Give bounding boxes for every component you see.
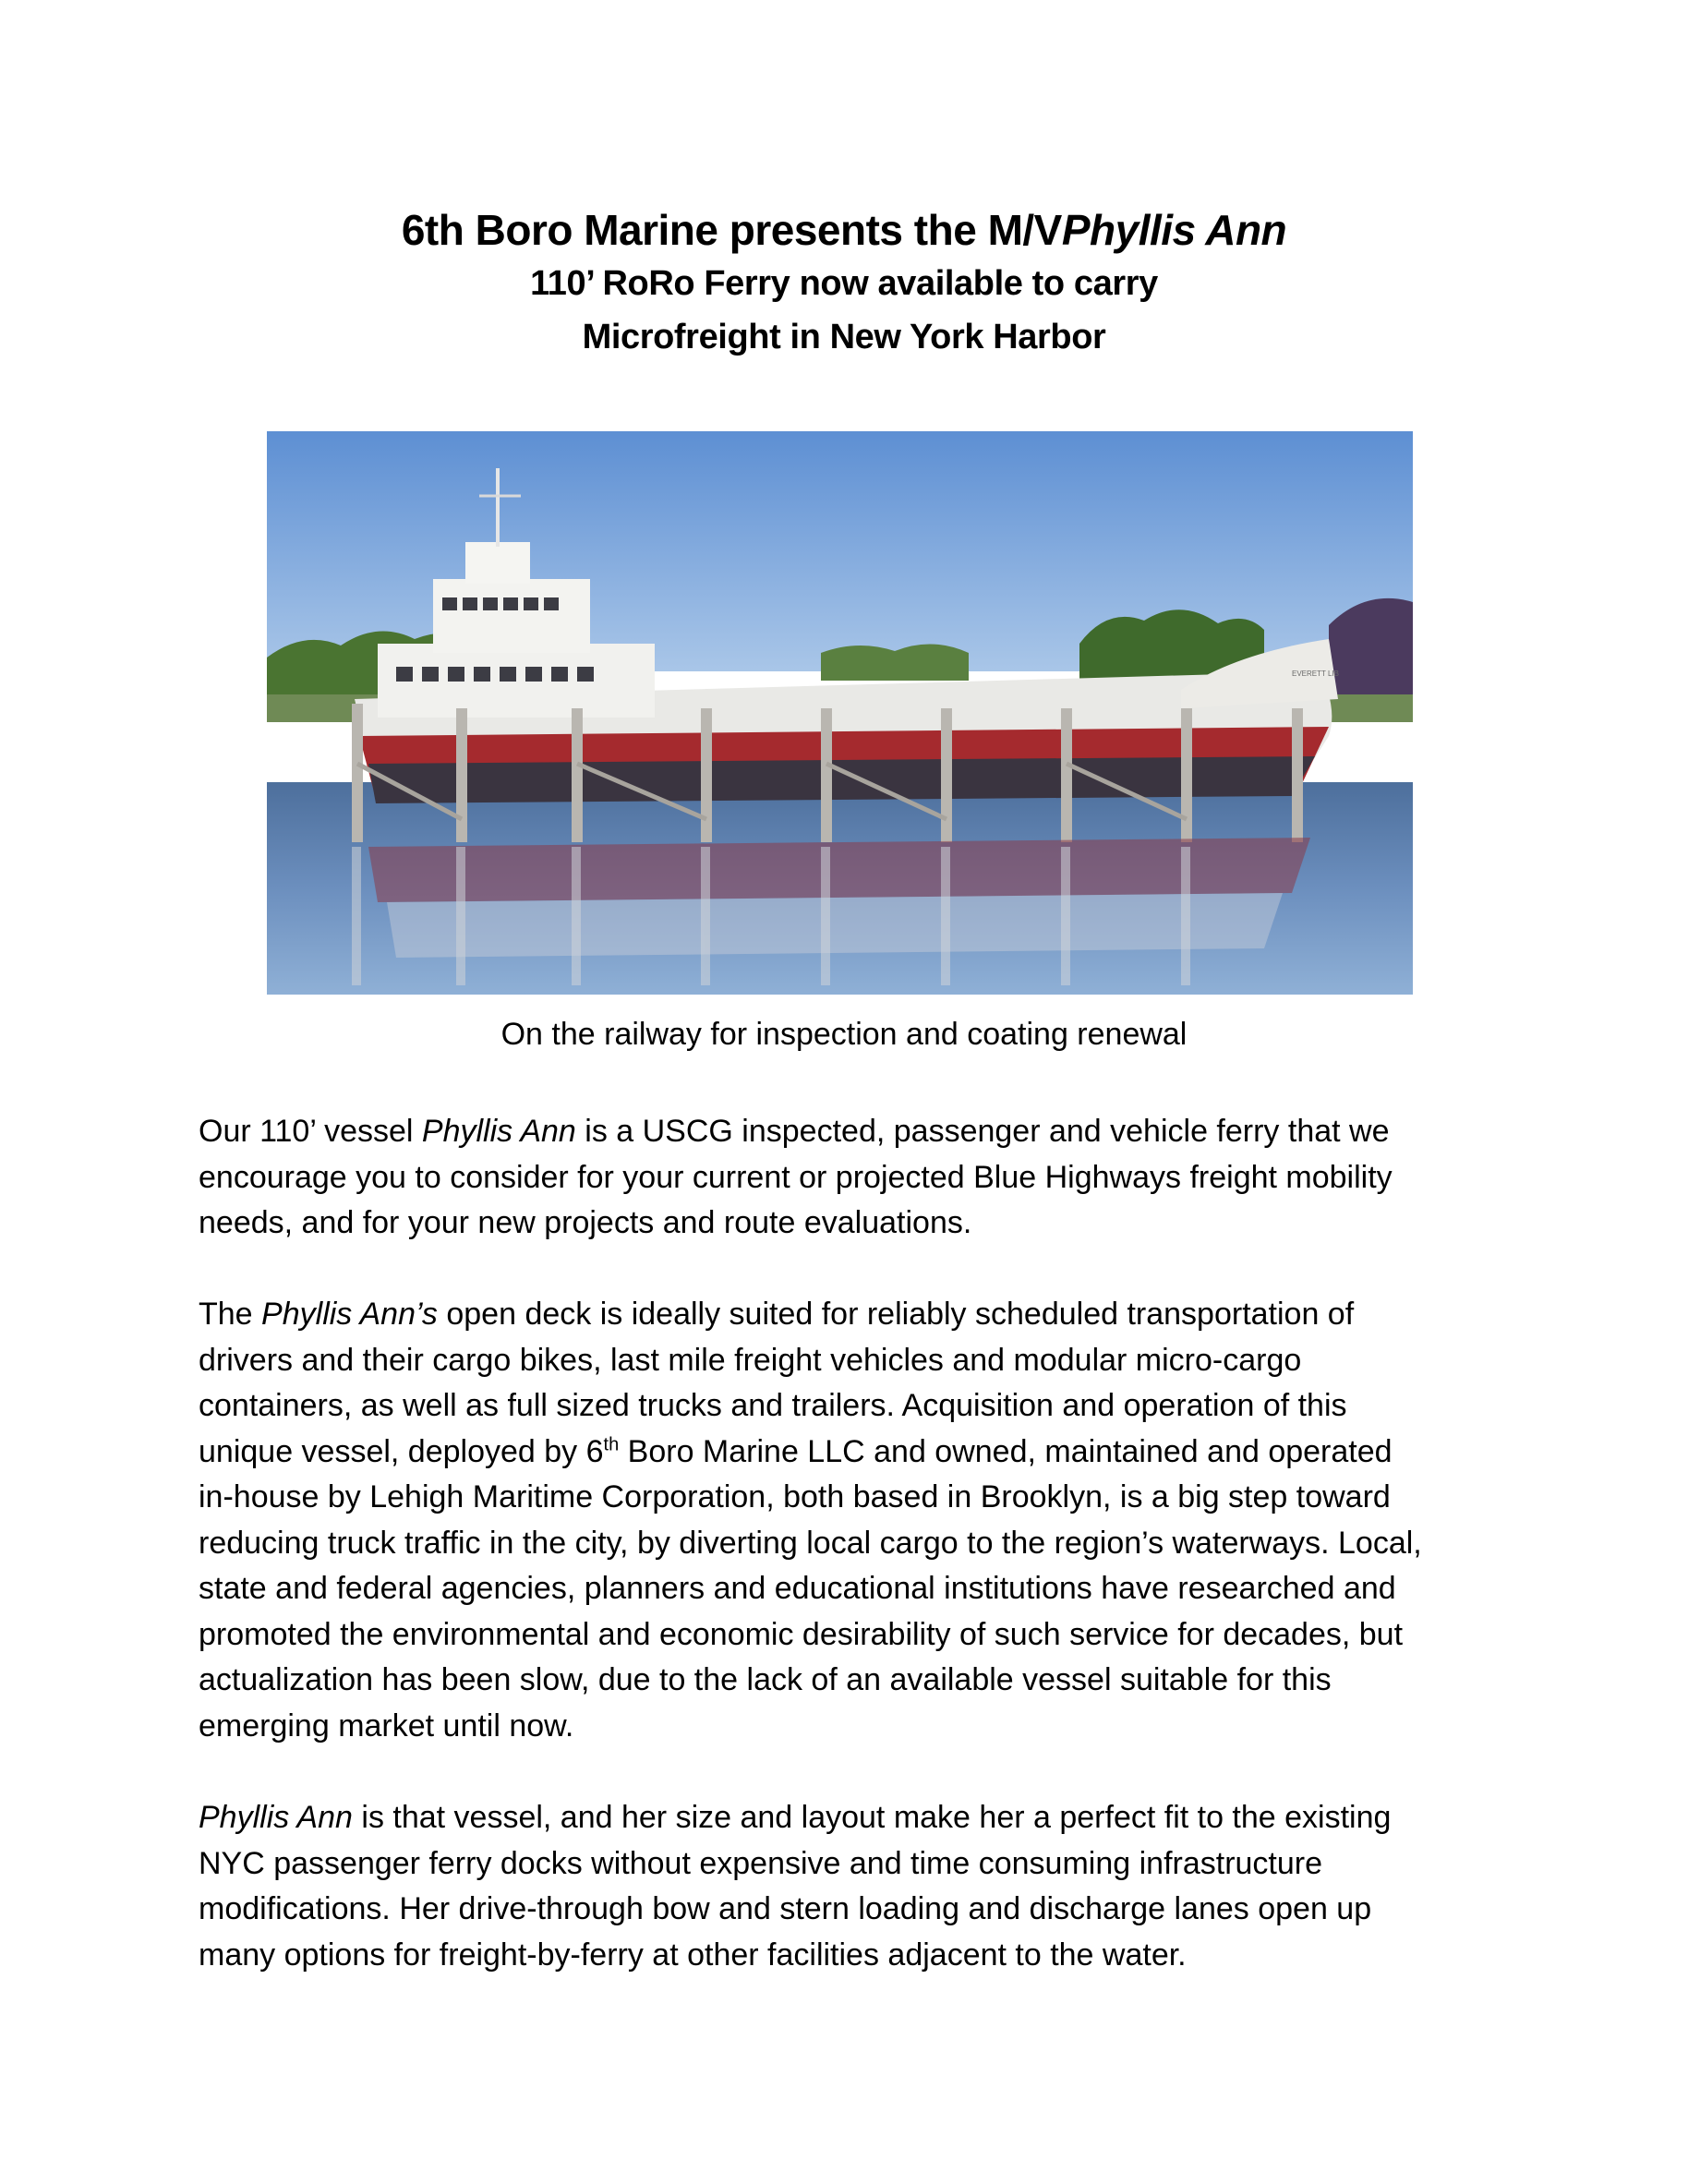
hull-name-text: EVERETT LIB: [1292, 670, 1339, 678]
paragraph-2-line: state and federal agencies, planners and educational institutions have researched and: [199, 1571, 1396, 1606]
paragraph-3-line: modifications. Her drive-through bow and stern loading and discharge lanes open up: [199, 1891, 1372, 1926]
paragraph-3-line: many options for freight-by-ferry at other facilities adjacent to the water.: [199, 1937, 1187, 1973]
ferry-on-railway-image: [267, 431, 1413, 995]
paragraph-1-line: needs, and for your new projects and route evaluations.: [199, 1205, 972, 1240]
paragraph-2-line: actualization has been slow, due to the lack of an available vessel suitable for this: [199, 1662, 1332, 1697]
paragraph-2-line: unique vessel, deployed by 6th Boro Marine LLC and owned, maintained and operated: [199, 1433, 1393, 1469]
paragraph-2-line: drivers and their cargo bikes, last mile freight vehicles and modular micro-cargo: [199, 1342, 1302, 1378]
title-line-1: 6th Boro Marine presents the M/VPhyllis Ann: [401, 206, 1287, 254]
title-line-3: Microfreight in New York Harbor: [582, 318, 1106, 356]
paragraph-1-line: encourage you to consider for your current or projected Blue Highways freight mobility: [199, 1159, 1393, 1195]
paragraph-3-line: Phyllis Ann is that vessel, and her size and layout make her a perfect fit to the existing: [199, 1800, 1392, 1835]
paragraph-2-line: emerging market until now.: [199, 1707, 574, 1744]
paragraph-2: [199, 1292, 1510, 1749]
paragraph-2-line: reducing truck traffic in the city, by diverting local cargo to the region’s waterways. Local,: [199, 1525, 1422, 1561]
ferry-photo: [267, 431, 1413, 995]
paragraph-2-line: promoted the environmental and economic desirability of such service for decades, but: [199, 1616, 1404, 1652]
paragraph-2-line: The Phyllis Ann’s open deck is ideally suited for reliably scheduled transportation of: [199, 1297, 1355, 1332]
paragraph-3-line: NYC passenger ferry docks without expensive and time consuming infrastructure: [199, 1845, 1323, 1881]
paragraph-3: [199, 1795, 1510, 1978]
title-line-2: 110’ RoRo Ferry now available to carry: [530, 264, 1158, 303]
vessel-name: Phyllis Ann: [1061, 206, 1287, 254]
photo-caption: On the railway for inspection and coating renewal: [500, 1017, 1188, 1052]
document-title: [0, 203, 1688, 364]
paragraph-1: [199, 1109, 1510, 1247]
paragraph-2-line: in-house by Lehigh Maritime Corporation, both based in Brooklyn, is a big step toward: [199, 1479, 1391, 1514]
paragraph-2-line: containers, as well as full sized trucks and trailers. Acquisition and operation of this: [199, 1388, 1347, 1423]
paragraph-1-line: Our 110’ vessel Phyllis Ann is a USCG inspected, passenger and vehicle ferry that we: [199, 1114, 1390, 1149]
